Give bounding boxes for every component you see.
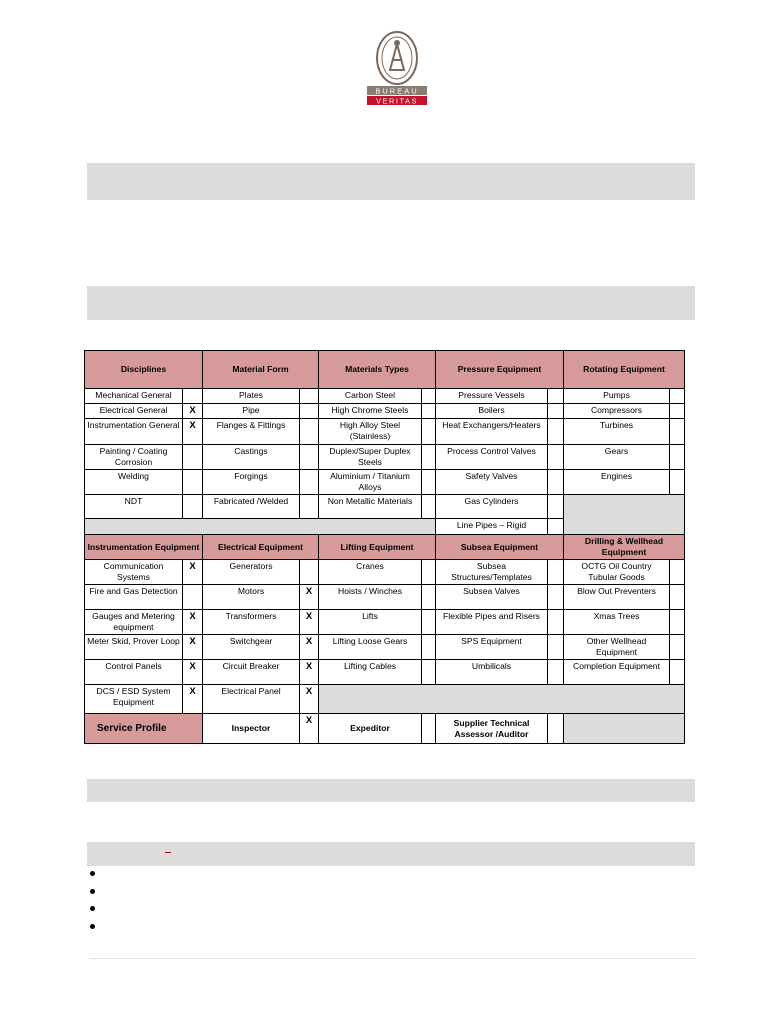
mark-cell: [422, 419, 436, 445]
table-cell: Electrical Panel: [203, 685, 300, 714]
service-expeditor: Expeditor: [319, 714, 422, 744]
mark-cell: [670, 470, 685, 495]
table-cell: Boilers: [436, 404, 548, 419]
table-cell: Pipe: [203, 404, 300, 419]
table-row: [85, 714, 685, 744]
mark-cell: [422, 389, 436, 404]
table-cell: Aluminium / Titanium Alloys: [319, 470, 422, 495]
footer-rule: [90, 958, 696, 959]
table-cell: Castings: [203, 445, 300, 470]
mark-cell: [422, 470, 436, 495]
header-materials-types: Materials Types: [319, 351, 436, 389]
mark-cell: [548, 495, 564, 519]
mark-cell: [422, 635, 436, 660]
table-cell: High Alloy Steel (Stainless): [319, 419, 422, 445]
table-cell: Heat Exchangers/Heaters: [436, 419, 548, 445]
service-profile-label: Service Profile: [85, 714, 203, 744]
mark-cell: X: [183, 560, 203, 585]
mark-cell: [670, 404, 685, 419]
header-electrical-equipment: Electrical Equipment: [203, 535, 319, 560]
mark-cell: [422, 445, 436, 470]
table-cell: Gas Cylinders: [436, 495, 548, 519]
header-rotating-equipment: Rotating Equipment: [564, 351, 685, 389]
mark-cell: [183, 445, 203, 470]
mark-cell: [300, 445, 319, 470]
table-cell: Motors: [203, 585, 300, 610]
table-cell: Lifting Loose Gears: [319, 635, 422, 660]
table-cell: Generators: [203, 560, 300, 585]
header-pressure-equipment: Pressure Equipment: [436, 351, 564, 389]
section-bar-2: [87, 286, 695, 320]
mark-cell: [548, 714, 564, 744]
mark-cell: [548, 635, 564, 660]
mark-cell: [183, 470, 203, 495]
mark-cell: [183, 389, 203, 404]
mark-cell: [422, 585, 436, 610]
mark-cell: X: [300, 585, 319, 610]
mark-cell: X: [300, 635, 319, 660]
table-row: [85, 445, 685, 470]
mark-cell: [670, 635, 685, 660]
table-cell: NDT: [85, 495, 183, 519]
mark-cell: [300, 470, 319, 495]
table-cell: Painting / Coating Corrosion: [85, 445, 183, 470]
table-cell: Instrumentation General: [85, 419, 183, 445]
table-row: [85, 635, 685, 660]
header-subsea-equipment: Subsea Equipment: [436, 535, 564, 560]
table-cell: Hoists / Winches: [319, 585, 422, 610]
mark-cell: [183, 585, 203, 610]
header-drilling-wellhead-equipment: Drilling & Wellhead Equipment: [564, 535, 685, 560]
section-bar-4: [87, 842, 695, 866]
mark-cell: [548, 445, 564, 470]
table-row: [85, 470, 685, 495]
red-underline-mark: [165, 852, 171, 853]
table-cell: Line Pipes – Rigid: [436, 519, 548, 535]
empty-grey-cell: [564, 714, 685, 744]
table-cell: Pressure Vessels: [436, 389, 548, 404]
mark-cell: [548, 519, 564, 535]
mark-cell: X: [183, 404, 203, 419]
mark-cell: X: [300, 685, 319, 714]
table-row: [85, 535, 685, 560]
table-cell: Duplex/Super Duplex Steels: [319, 445, 422, 470]
table-cell: Fire and Gas Detection: [85, 585, 183, 610]
mark-cell: X: [183, 419, 203, 445]
mark-cell: [670, 660, 685, 685]
table-cell: Flexible Pipes and Risers: [436, 610, 548, 635]
empty-grey-cell: [564, 495, 685, 535]
mark-cell: [300, 404, 319, 419]
table-cell: Engines: [564, 470, 670, 495]
table-cell: Flanges & Fittings: [203, 419, 300, 445]
table-cell: Compressors: [564, 404, 670, 419]
table-row: [85, 404, 685, 419]
table-cell: Completion Equipment: [564, 660, 670, 685]
table-row: [85, 660, 685, 685]
empty-grey-cell: [319, 685, 685, 714]
table-cell: Electrical General: [85, 404, 183, 419]
header-instrumentation-equipment: Instrumentation Equipment: [85, 535, 203, 560]
mark-cell: [548, 610, 564, 635]
mark-cell: [670, 585, 685, 610]
table-cell: Subsea Structures/Templates: [436, 560, 548, 585]
service-inspector: Inspector: [203, 714, 300, 744]
table-cell: Fabricated /Welded: [203, 495, 300, 519]
table-cell: Control Panels: [85, 660, 183, 685]
table-cell: Gauges and Metering equipment: [85, 610, 183, 635]
mark-cell: X: [300, 660, 319, 685]
mark-cell: [300, 560, 319, 585]
table-cell: Blow Out Preventers: [564, 585, 670, 610]
table-cell: SPS Equipment: [436, 635, 548, 660]
mark-cell: X: [183, 660, 203, 685]
table-row: [85, 495, 685, 519]
mark-cell: X: [183, 610, 203, 635]
table-cell: High Chrome Steels: [319, 404, 422, 419]
table-cell: Transformers: [203, 610, 300, 635]
table-cell: Circuit Breaker: [203, 660, 300, 685]
header-lifting-equipment: Lifting Equipment: [319, 535, 436, 560]
table-cell: Communication Systems: [85, 560, 183, 585]
table-row: [85, 419, 685, 445]
mark-cell: [548, 560, 564, 585]
service-supplier: Supplier Technical Assessor /Auditor: [436, 714, 548, 744]
mark-cell: [422, 714, 436, 744]
table-row: [85, 610, 685, 635]
mark-cell: X: [183, 685, 203, 714]
section-bar-3: [87, 779, 695, 802]
table-row: [85, 351, 685, 389]
mark-cell: [548, 660, 564, 685]
table-cell: Lifts: [319, 610, 422, 635]
table-cell: Plates: [203, 389, 300, 404]
mark-cell: X: [183, 635, 203, 660]
table-cell: Gears: [564, 445, 670, 470]
mark-cell: [670, 445, 685, 470]
table-cell: Welding: [85, 470, 183, 495]
mark-cell: [422, 495, 436, 519]
header-disciplines: Disciplines: [85, 351, 203, 389]
mark-cell: X: [300, 714, 319, 744]
mark-cell: [548, 470, 564, 495]
table-cell: OCTG Oil Country Tubular Goods: [564, 560, 670, 585]
header-material-form: Material Form: [203, 351, 319, 389]
table-row: [85, 560, 685, 585]
table-cell: DCS / ESD System Equipment: [85, 685, 183, 714]
mark-cell: [422, 404, 436, 419]
table-cell: Other Wellhead Equipment: [564, 635, 670, 660]
mark-cell: [548, 389, 564, 404]
mark-cell: [670, 610, 685, 635]
table-row: [85, 389, 685, 404]
mark-cell: [670, 419, 685, 445]
table-cell: Lifting Cables: [319, 660, 422, 685]
table-cell: Pumps: [564, 389, 670, 404]
mark-cell: [548, 404, 564, 419]
mark-cell: [548, 419, 564, 445]
mark-cell: [300, 419, 319, 445]
table-cell: Xmas Trees: [564, 610, 670, 635]
table-cell: Process Control Valves: [436, 445, 548, 470]
section-bar-1: [87, 163, 695, 200]
mark-cell: X: [300, 610, 319, 635]
table-row: [85, 585, 685, 610]
table-cell: Non Metallic Materials: [319, 495, 422, 519]
table-cell: Safety Valves: [436, 470, 548, 495]
table-cell: Umbilicals: [436, 660, 548, 685]
table-cell: Mechanical General: [85, 389, 183, 404]
logo-line1: BUREAU: [375, 86, 419, 96]
table-row: [85, 685, 685, 714]
bureau-veritas-logo: [366, 30, 428, 106]
table-cell: Cranes: [319, 560, 422, 585]
table-cell: Forgings: [203, 470, 300, 495]
mark-cell: [183, 495, 203, 519]
mark-cell: [670, 560, 685, 585]
empty-grey-cell: [85, 519, 436, 535]
table-cell: Turbines: [564, 419, 670, 445]
mark-cell: [670, 389, 685, 404]
mark-cell: [548, 585, 564, 610]
mark-cell: [422, 660, 436, 685]
table-cell: Subsea Valves: [436, 585, 548, 610]
table-cell: Carbon Steel: [319, 389, 422, 404]
capability-matrix: [84, 350, 685, 744]
table-cell: Meter Skid, Prover Loop: [85, 635, 183, 660]
mark-cell: [300, 389, 319, 404]
mark-cell: [300, 495, 319, 519]
mark-cell: [422, 610, 436, 635]
logo-line2: VERITAS: [375, 96, 419, 106]
table-cell: Switchgear: [203, 635, 300, 660]
mark-cell: [422, 560, 436, 585]
